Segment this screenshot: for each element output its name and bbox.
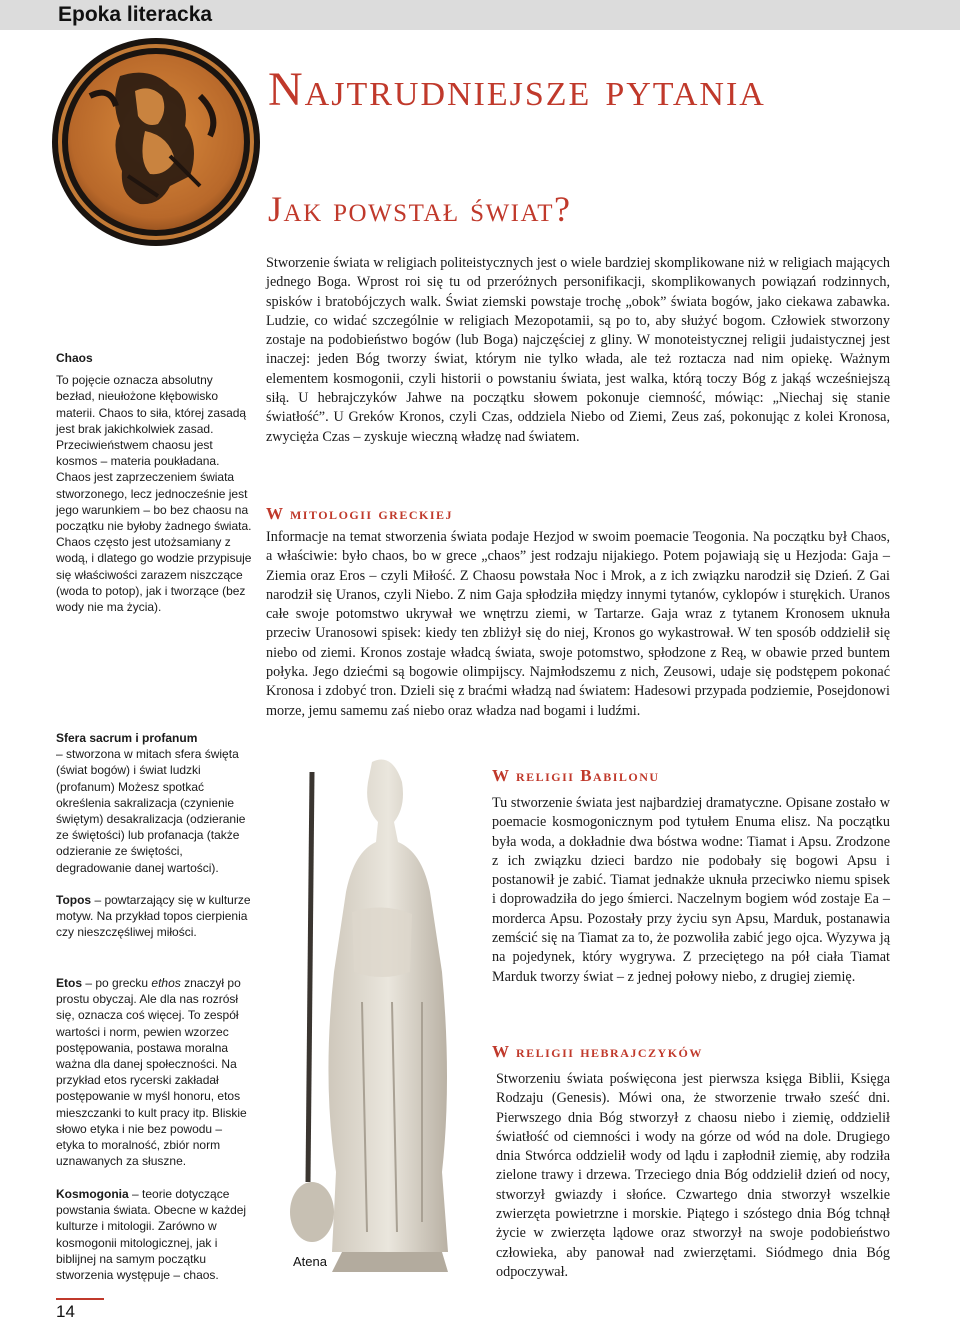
glossary-term: Chaos	[56, 351, 93, 365]
glossary-term: Sfera sacrum i profanum	[56, 731, 198, 745]
statue-caption: Atena	[293, 1254, 327, 1269]
babylon-paragraph: Tu stworzenie świata jest najbardziej dramatyczne. Opisane zostało w poemacie kosmogonicznym pod tytułem Enuma elisz. Na początku była woda, a dokładnie dwa bóstwa wodne: Tiamat i Apsu. Zrodzone z ich związku dzieci bardzo nie podobały się bogowi Apsu i postanowił je zabić. Tiamat jednakże uknuła przeciwko niemu spisek i doprowadziła do jego śmierci. Naczelnym bogiem wód zostaje Ea – morderca Apsu. Pozostały przy życiu syn Apsu, Marduk, postanawia zemścić się na Tiamat za to, że pozwoliła zabić jego ojca. Wyzywa ją na pojedynek, który wygrywa. Z przeciętego na pół ciała Tiamat Marduk tworzy świat – z jednej połowy niebo, z drugiej ziemię.	[492, 795, 890, 985]
sidebar-sacrum	[56, 730, 252, 876]
running-header-title: Epoka literacka	[58, 3, 213, 26]
glossary-text: To pojęcie oznacza absolutny bezład, nieułożone kłębowisko materii. Chaos to siła, której zasadą jest brak jakichkolwiek zasad. Przeciwieństwem chaosu jest kosmos – materia poukładana. Chaos jest zaprzeczeniem świata stworzonego, lecz jednocześnie jest jego warunkiem – bo bez chaosu na początku nie byłoby żadnego świata. Chaos często jest utożsamiany z wodą, i dlatego go wodzie przypisuje się właściwości zarazem niszczące (woda to potop), jak i tworzące (bez wody nie ma życia).	[56, 373, 252, 615]
hebrew-heading: W religii hebrajczyków	[492, 1042, 703, 1061]
glossary-text: – po grecku	[82, 976, 152, 990]
sidebar-kosmogonia	[56, 1186, 252, 1283]
hebrew-paragraph: Stworzeniu świata poświęcona jest pierwsza księga Biblii, Księga Rodzaju (Genesis). Mówi ona, że stworzenie trwało sześć dni. Pierwszego dnia Bóg stworzył z chaosu niebo i ziemię, oddzielił światłość od ciemności i wody na górze od wód na dole. Drugiego dnia Stwórca oddzielił wody od lądu i zapłodnił ziemię, aby rodziła zielone trawy i drzewa. Trzeciego dnia Bóg oddzielił dzień od nocy, stworzył gwiazdy i słońce. Czwartego dnia stworzył wszelkie zwierzęta powietrzne i morskie. Piątego i szóstego dnia Bóg tchnął życie w zwierzęta lądowe oraz stworzył na swoje podobieństwo człowieka, aby panował nad zwierzętami. Siódmego dnia Bóg odpoczywał.	[496, 1071, 890, 1280]
page-number: 14	[56, 1302, 75, 1321]
glossary-text: – powtarzający się w kulturze motyw. Na przykład topos cierpienia czy nieszczęśliwej miłości.	[56, 893, 251, 940]
babylon-heading: W religii Babilonu	[492, 766, 660, 785]
greek-paragraph: Informacje na temat stworzenia świata podaje Hezjod w swoim poemacie Teogonia. Na początku był Chaos, a właściwie: było chaos, bo w grece „chaos” jest rodzaju nijakiego. Potem pojawiają się u Hezjoda: Gaja – Ziemia oraz Eros – czyli Miłość. Z Chaosu powstała Noc i Mrok, a z ich związku narodził się Dzień. Z Gai narodził się Uranos, czyli Niebo. Z nim Gaja spłodziła między innymi tytanów, cyklopów i sturękich. Uranos całe swoje potomstwo ukrywał we wnętrzu ziemi, w Tartarze. Gaja wraz z tytanem Kronosem uknuła przeciw Uranosowi spisek: kiedy ten zbliżył się do niej, Kronos go wykastrował. W ten sposób oddzielił się niebo od ziemi. Kronos zostaje władcą świata, swoje potomstwo, spłodzone z Reą, w obawie przed buntem połyka. Jego dziećmi są bogowie olimpijscy. Najmłodszemu z nich, Zeusowi, udaje się podstępem pokonać Kronosa i zdobyć tron. Dzieli się z braćmi władzą nad światem: Hadesowi przypada podziemie, Posejdonowi morze, jemu samemu zaś niebo oraz władza nad bogami i ludźmi.	[266, 529, 890, 719]
intro-paragraph: Stworzenie świata w religiach politeistycznych jest o wiele bardziej skomplikowane niż w religiach mających jednego Boga. Wprost roi się tu od przeróżnych personifikacji, skomplikowanych powiązań rodzinnych, spisków i bratobójczych walk. Świat ziemski powstaje trochę „obok” świata bogów, jako ciekawa zabawka. Ludzie, co widać szczególnie w religiach Mezopotamii, są po to, aby służyć bogom. Człowiek stworzony zostaje na podobieństwo bogów (lub Boga) najczęściej z gliny. W monoteistycznej religii judaistycznej jest inaczej: jeden Bóg tworzy świat, którym nie tylko włada, ale też roztacza nad nim opiekę. Ważnym elementem kosmogonii, czyli historii o powstaniu świata, jest walka, którą toczy Bóg z jakąś wcześniejszą siłą. U hebrajczyków Jahwe na początku słowem pokonuje ciemność, mówiąc: „Niechaj się stanie światłość”. U Greków Kronos, czyli Czas, oddziela Niebo od Ziemi, Zeus zaś, pokonując z kolei Kronosa, zwycięża Czas – zyskuje wieczną władzę nad światem.	[266, 255, 890, 445]
athena-statue-image	[272, 752, 484, 1280]
page-number-rule	[56, 1298, 104, 1300]
glossary-term: Etos	[56, 976, 83, 990]
page-title: Najtrudniejsze pytania	[268, 63, 766, 116]
glossary-text: – teorie dotyczące powstania świata. Obecne w każdej kulturze i mitologii. Zarówno w kosmogonii mitologicznej, jak i biblijnej na samym początku stworzenia występuje – chaos.	[56, 1187, 247, 1283]
glossary-text: znaczył po prostu obyczaj. Ale dla nas rozrósł się, oznacza coś więcej. To zespół wartości i norm, pewien wzorzec postępowania, postawa moralna ważna dla danej społeczności. Na przykład etos rycerski zakładał postępowanie w myśl honoru, etos mieszczanki to kult pracy itp. Bliskie słowo etyka i nie bez powodu – etyka to moralność, zbiór norm uznawanych za słuszne.	[56, 976, 247, 1169]
glossary-term: Kosmogonia	[56, 1187, 129, 1201]
greek-vase-image	[50, 36, 262, 248]
sidebar-topos	[56, 892, 252, 941]
glossary-term: Topos	[56, 893, 92, 907]
glossary-text: – stworzona w mitach sfera święta (świat bogów) i świat ludzki (profanum) Możesz spotkać określenia sakralizacja (czynienie świętym) desakralizacja (odzieranie ze świętości) lub profanacja (także odzieranie ze świętości, degradowanie danej wartości).	[56, 747, 246, 875]
glossary-emphasis: ethos	[151, 976, 181, 990]
section-title: Jak powstał świat?	[268, 189, 572, 229]
sidebar-chaos	[56, 350, 252, 615]
greek-heading: W mitologii greckiej	[266, 504, 453, 523]
sidebar-etos	[56, 975, 252, 1169]
